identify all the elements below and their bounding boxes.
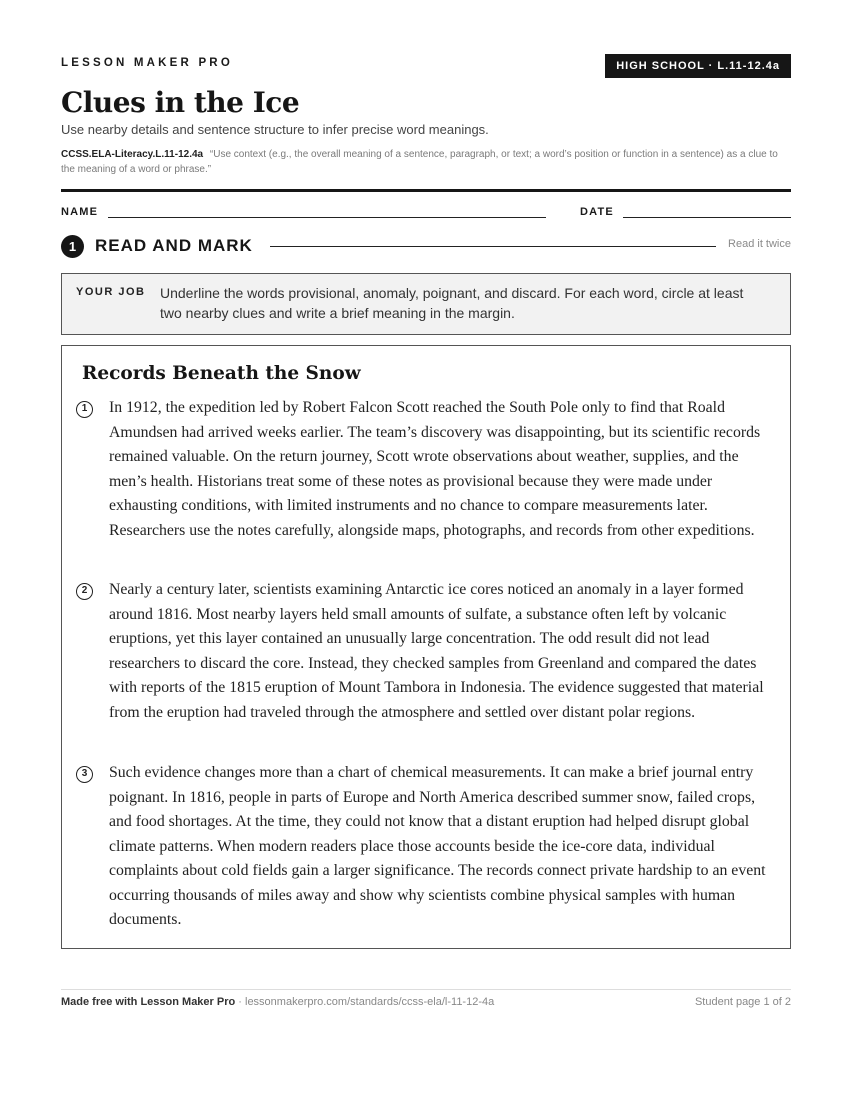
name-field[interactable] xyxy=(108,217,546,218)
paragraph-number: 2 xyxy=(76,583,93,600)
page-title: Clues in the Ice xyxy=(61,86,300,119)
job-instructions: Underline the words provisional, anomaly, poignant, and discard. For each word, circle at least two nearby clues and write a brief meaning in the margin. xyxy=(160,285,744,321)
name-date-row xyxy=(61,206,791,222)
footer-url[interactable]: · lessonmakerpro.com/standards/ccss-ela/l-11-12-4a xyxy=(235,996,495,1008)
standard-code: CCSS.ELA-Literacy.L.11-12.4a xyxy=(61,149,204,160)
standard-citation xyxy=(61,147,791,177)
footer-credit xyxy=(61,996,494,1008)
footer-divider xyxy=(61,989,791,990)
section-divider xyxy=(270,246,716,247)
paragraph-text: Nearly a century later, scientists examining Antarctic ice cores noticed an anomaly in a layer formed around 1816. Most nearby layers held small amounts of sulfate, a substance often left by volcanic eruptions, yet this layer contained an unusually large concentration. The odd result did not lead researchers to discard the core. Instead, they checked samples from Greenland and compared the dates with reports of the 1815 eruption of Mount Tambora in Indonesia. The evidence suggested that material from the eruption had traveled through the atmosphere and settled over distant polar regions. xyxy=(109,581,764,721)
paragraph-number: 3 xyxy=(76,766,93,783)
job-label: YOUR JOB xyxy=(76,286,146,298)
date-field[interactable] xyxy=(623,217,791,218)
paragraph-text: Such evidence changes more than a chart of chemical measurements. It can make a brief journal entry poignant. In 1816, people in parts of Europe and North America described summer snow, failed crops, and food shortages. At the time, they could not know that a distant eruption had helped disrupt global climate patterns. When modern readers place those accounts beside the ice-core data, individual complaints about cold fields gain a larger significance. The records connect private hardship to an event occurring thousands of miles away and show why scientists combine physical samples with human documents. xyxy=(109,764,766,928)
job-instructions-box xyxy=(61,273,791,335)
footer-made-with: Made free with Lesson Maker Pro xyxy=(61,996,236,1008)
standard-text: “Use context (e.g., the overall meaning of a sentence, paragraph, or text; a word’s position or function in a sentence) as a clue to the meaning of a word or phrase.” xyxy=(61,149,778,175)
section-number: 1 xyxy=(61,235,84,258)
page-indicator: Student page 1 of 2 xyxy=(694,996,791,1008)
section-header xyxy=(61,235,791,259)
section-title: READ AND MARK xyxy=(95,236,253,255)
paragraph-text: In 1912, the expedition led by Robert Falcon Scott reached the South Pole only to find that Roald Amundsen had arrived weeks earlier. The team’s discovery was disappointing, but its scientific records remained valuable. On the return journey, Scott wrote observations about weather, supplies, and the men’s health. Historians treat some of these notes as provisional because they were made under exhausting conditions, with limited instruments and no chance to compare measurements later. Researchers use the notes carefully, alongside maps, photographs, and records from other expeditions. xyxy=(109,399,761,539)
level-badge: HIGH SCHOOL · L.11-12.4a xyxy=(605,54,791,78)
reading-passage xyxy=(61,345,791,949)
section-note: Read it twice xyxy=(728,238,791,250)
header-divider xyxy=(61,189,791,192)
passage-title: Records Beneath the Snow xyxy=(82,363,361,384)
top-bar xyxy=(61,54,791,78)
date-label: DATE xyxy=(580,206,614,218)
name-label: NAME xyxy=(61,206,99,218)
brand-name: LESSON MAKER PRO xyxy=(61,57,233,69)
page-subtitle: Use nearby details and sentence structure to infer precise word meanings. xyxy=(61,122,489,137)
paragraph-number: 1 xyxy=(76,401,93,418)
